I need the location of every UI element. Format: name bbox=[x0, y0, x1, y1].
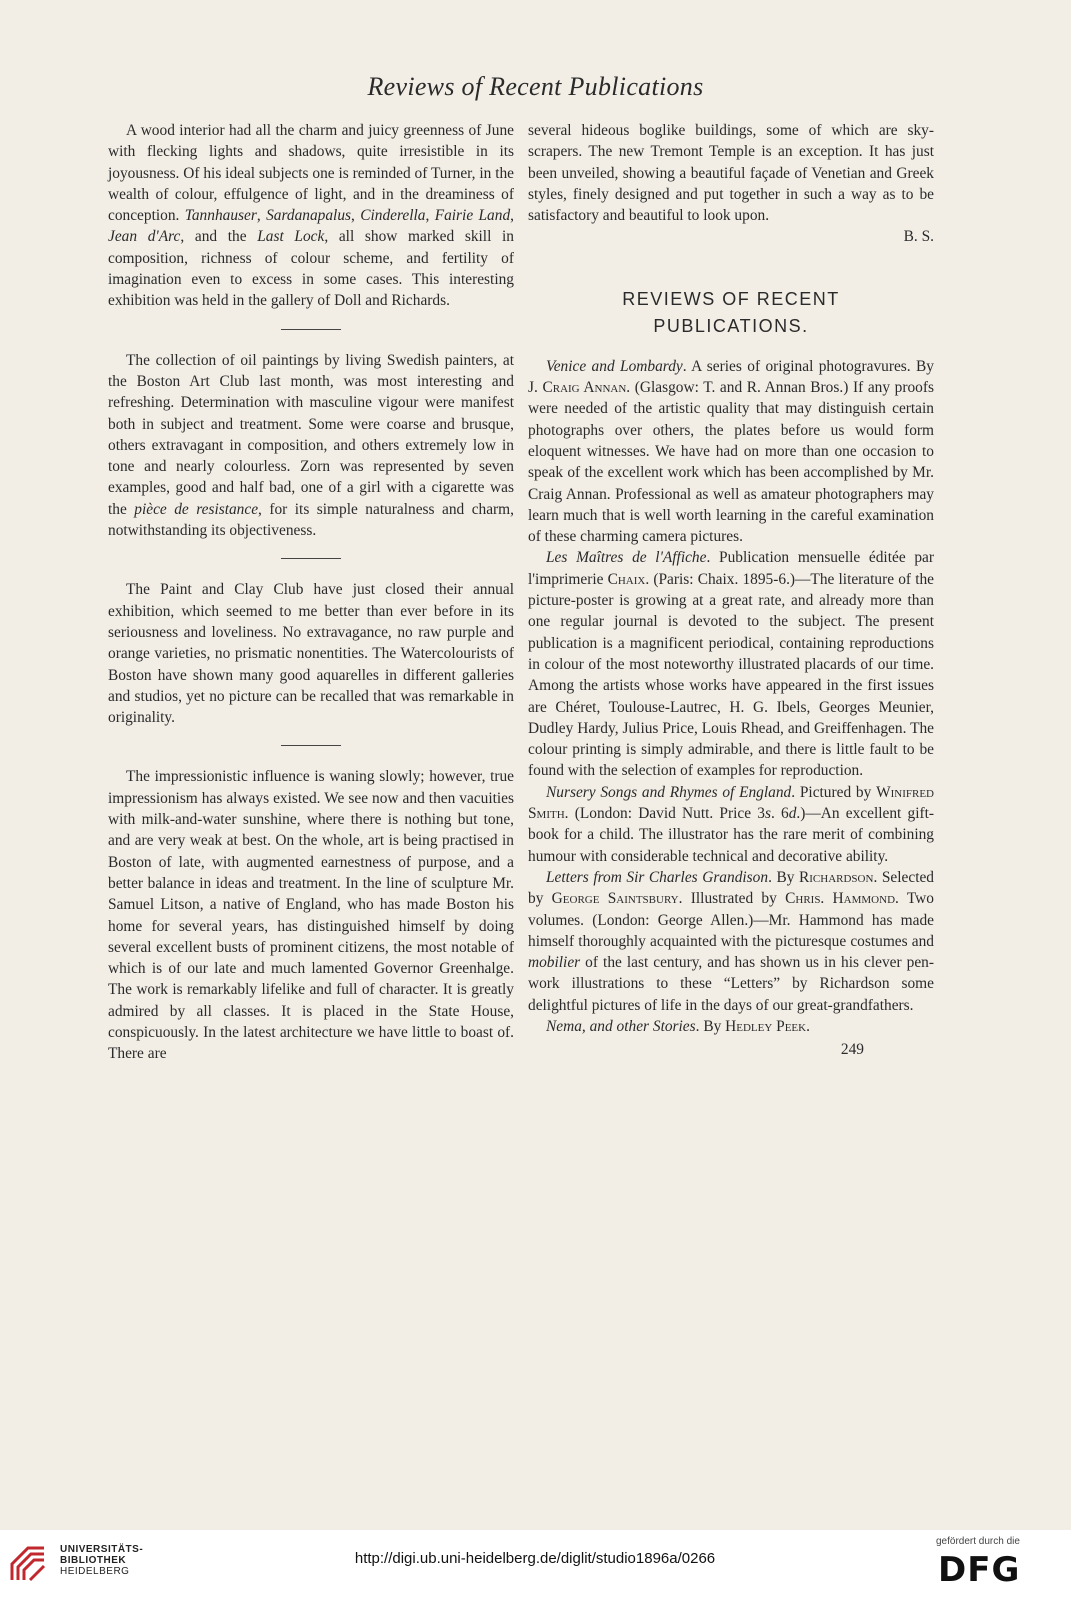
text-run: , for its simple naturalness and charm, notwithstanding its objectiveness. bbox=[108, 500, 514, 540]
paragraph-wood-interior bbox=[108, 120, 514, 312]
text-run: Hedley Peek bbox=[725, 1017, 807, 1035]
viewer-footer bbox=[0, 1530, 1071, 1597]
section-divider bbox=[281, 745, 341, 746]
text-run: of the last century, and has shown us in his clever pen-work illustrations to these “Letters” by Richardson some delightful pictures of life in the days of our great-grandfathers. bbox=[528, 954, 934, 1014]
permalink-url[interactable]: http://digi.ub.uni-heidelberg.de/diglit/studio1896a/0266 bbox=[354, 1550, 716, 1567]
right-column bbox=[528, 120, 934, 1061]
text-run: Cinderella bbox=[360, 207, 426, 225]
text-run: d bbox=[788, 805, 797, 823]
section-heading-line-1: REVIEWS OF RECENT bbox=[622, 288, 840, 309]
text-run: . Publication mensuelle éditée par l'imprimerie bbox=[528, 549, 934, 588]
text-run: Last Lock bbox=[257, 228, 325, 246]
text-run: Richardson bbox=[799, 868, 874, 886]
text-run: , bbox=[256, 207, 267, 225]
library-name-line-2: BIBLIOTHEK bbox=[60, 1555, 127, 1566]
running-head: Reviews of Recent Publications bbox=[367, 72, 704, 101]
review-nursery-songs bbox=[528, 782, 934, 867]
text-run: .)—An excellent gift-book for a child. The illustrator has the rare merit of combining humour with considerable technical and decorative ability. bbox=[528, 805, 934, 865]
page-number: 249 bbox=[840, 1041, 864, 1059]
text-run: , bbox=[351, 207, 361, 225]
section-divider bbox=[281, 329, 341, 330]
text-run: George Saintsbury bbox=[551, 890, 679, 908]
text-run: Nursery Songs and Rhymes of England bbox=[546, 783, 792, 801]
library-name-line-1: UNIVERSITÄTS- bbox=[60, 1544, 144, 1555]
text-run: . bbox=[806, 1017, 810, 1035]
text-run: Les Maîtres de l'Affiche bbox=[546, 549, 707, 567]
paragraph-impressionistic-influence bbox=[108, 766, 514, 1064]
text-run: The impressionistic influence is waning slowly; however, true impressionism has always existed. We see now and then vacuities with milk-and-water sunshine, where there is nothing but tone, and are very weak at best. On the whole, art is being practised in Boston of late, with augmented earnestness of purpose, and a better balance in ideas and treatment. In the line of sculpture Mr. Samuel Litson, a native of England, who has made Boston his home for several years, has distinguished himself by doing several excellent busts of prominent citizens, the most notable of which is of our late and much lamented Governor Greenhalge. The work is remarkably lifelike and full of character. It is greatly admired by all classes. It is placed in the State House, conspicuously. In the latest architecture we have little to boast of. There are bbox=[108, 768, 514, 1063]
text-run: Craig Annan bbox=[542, 379, 627, 397]
left-column bbox=[108, 120, 514, 1065]
text-run: . A series of original photogravures. By J. bbox=[528, 357, 934, 397]
text-run: , and the bbox=[180, 228, 258, 246]
text-run: s bbox=[764, 805, 771, 823]
text-run: . Selected by bbox=[528, 868, 934, 908]
text-run: , bbox=[425, 207, 435, 225]
text-run: Nema, and other Stories bbox=[546, 1017, 696, 1035]
text-run: Fairie Land bbox=[434, 207, 511, 225]
paragraph-continuation bbox=[528, 120, 934, 226]
author-signature: B. S. bbox=[903, 228, 934, 246]
text-run: , bbox=[510, 207, 515, 225]
text-run: . (London: David Nutt. Price 3 bbox=[564, 805, 765, 823]
text-run: Tannhauser bbox=[184, 207, 257, 225]
funding-note: gefördert durch die bbox=[936, 1536, 1020, 1547]
library-logo-icon bbox=[8, 1540, 52, 1586]
text-run: pièce de resistance bbox=[134, 500, 259, 518]
section-divider bbox=[281, 558, 341, 559]
dfg-logo: DFG bbox=[938, 1550, 1021, 1590]
text-run: . 6 bbox=[770, 805, 789, 823]
text-run: several hideous boglike buildings, some of which are sky-scrapers. The new Tremont Temple is an exception. It has just been unveiled, showing a beautiful façade of Venetian and Greek styles, finely designed and put together in such a way as to be satisfactory and beautiful to look upon. bbox=[528, 122, 934, 225]
text-run: Chaix bbox=[607, 570, 646, 588]
text-run: . Illustrated by bbox=[678, 890, 786, 908]
paragraph-paint-and-clay-club bbox=[108, 579, 514, 728]
text-run: Letters from Sir Charles Grandison bbox=[546, 868, 769, 886]
text-run: . (Paris: Chaix. 1895-6.)—The literature of the picture-poster is growing at a great rate, and already more than one regular journal is devoted to the subject. The present publication is a magnificent periodical, containing reproductions in colour of the most noteworthy illustrated placards of our time. Among the artists whose works have appeared in the first issues are Chéret, Toulouse-Lautrec, H. G. Ibels, Georges Meunier, Dudley Hardy, Julius Price, Louis Rhead, and Greiffenhagen. The colour printing is simply admirable, and there is little fault to be found with the selection of examples for reproduction. bbox=[528, 570, 934, 780]
section-heading-line-2: PUBLICATIONS. bbox=[653, 315, 809, 336]
library-name bbox=[60, 1544, 143, 1577]
library-name-line-3: HEIDELBERG bbox=[60, 1566, 130, 1577]
text-run: , all show marked skill in composition, richness of colour scheme, and fertility of imagination even to excess in some cases. This interesting exhibition was held in the gallery of Doll and Richards. bbox=[108, 228, 514, 310]
section-heading bbox=[528, 286, 934, 340]
text-run: . (Glasgow: T. and R. Annan Bros.) If any proofs were needed of the artistic quality that may distinguish certain photographs over others, the plates before us would form eloquent witnesses. We have had on more than one occasion to speak of the excellent work which has been accomplished by Mr. Craig Annan. Professional as well as amateur photographers may learn much that is well worth learning in the careful examination of these charming camera pictures. bbox=[528, 379, 934, 546]
text-run: Sardanapalus bbox=[266, 207, 352, 225]
text-run: . By bbox=[695, 1017, 726, 1035]
review-venice-and-lombardy bbox=[528, 356, 934, 548]
text-run: Jean d'Arc bbox=[108, 228, 181, 246]
text-run: The collection of oil paintings by living Swedish painters, at the Boston Art Club last month, was most interesting and refreshing. Determination with masculine vigour were manifest both in subject and treatment. Some were coarse and brusque, others extravagant in composition, and others extremely low in tone and nearly colourless. Zorn was represented by seven examples, good and half bad, one of a girl with a cigarette was the bbox=[108, 351, 514, 518]
text-run: Chris. Hammond bbox=[785, 890, 896, 908]
text-run: . Pictured by bbox=[791, 783, 877, 801]
text-run: mobilier bbox=[528, 954, 581, 972]
text-run: The Paint and Clay Club have just closed their annual exhibition, which seemed to me better than ever before in its seriousness and loveliness. No extravagance, no raw purple and orange varieties, no prismatic nonentities. The Watercolourists of Boston have shown many good aquarelles in different galleries and studios, yet no picture can be recalled that was remarkable in originality. bbox=[108, 581, 514, 727]
text-run: . By bbox=[768, 868, 799, 886]
text-run: . Two volumes. (London: George Allen.)—Mr. Hammond has made himself thoroughly acquainted with the picturesque costumes and bbox=[528, 890, 934, 950]
text-run: A wood interior had all the charm and juicy greenness of June with flecking lights and shadows, quite irresistible in its joyousness. Of his ideal subjects one is reminded of Turner, in the wealth of colour, effulgence of light, and in the dreaminess of conception. bbox=[108, 122, 514, 225]
text-run: Winifred Smith bbox=[528, 783, 934, 823]
review-les-maitres-de-laffiche bbox=[528, 547, 934, 781]
review-nema bbox=[528, 1016, 934, 1037]
review-letters-grandison bbox=[528, 867, 934, 1016]
paragraph-swedish-paintings bbox=[108, 350, 514, 542]
text-run: Venice and Lombardy bbox=[546, 357, 683, 375]
